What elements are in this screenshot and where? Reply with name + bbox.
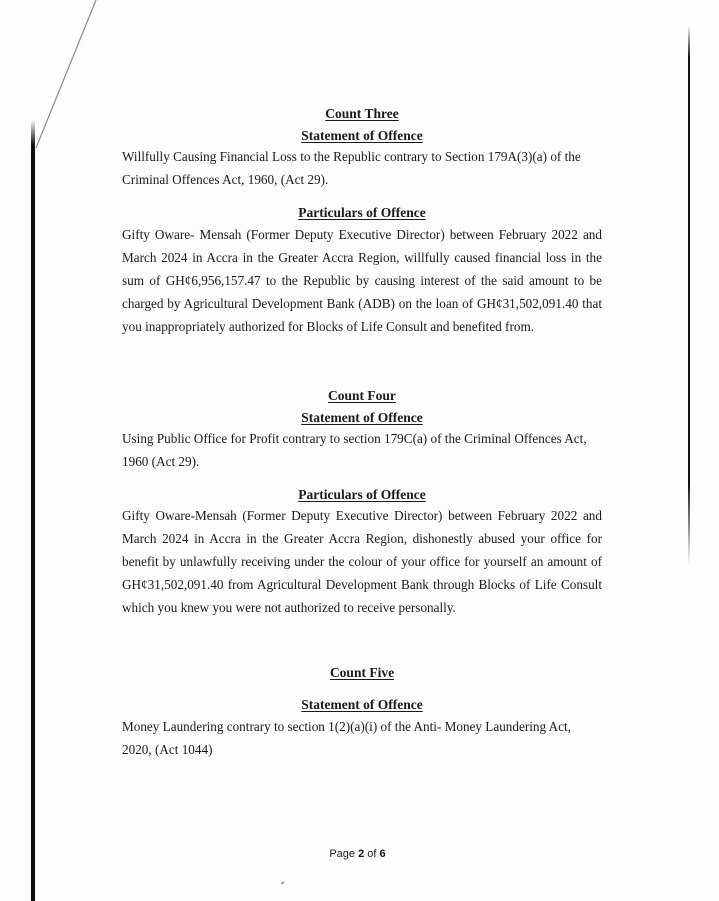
count-four-particulars-heading: Particulars of Offence [298, 487, 426, 502]
scan-edge-left-fade [31, 120, 35, 145]
count-three-statement-text: Willfully Causing Financial Loss to the Republic contrary to Section 179A(3)(a) of the Criminal Offences Act, 1960, (Act 29). [122, 149, 581, 187]
total-pages: 6 [379, 848, 386, 860]
count-three-particulars-text: Gifty Oware- Mensah (Former Deputy Executive Director) between February 2022 and March 2024 in Accra in the Greater Accra Region, willfully caused financial loss in the sum of GH¢6,956,157.47 to the Republic by causing interest of the said amount to be charged by Agricultural Development Bank (ADB) on the loan of GH¢31,502,091.40 that you inappropriately authorized for Blocks of Life Consult and benefited from. [122, 227, 602, 334]
of-label: of [367, 848, 377, 860]
current-page: 2 [358, 848, 365, 860]
count-four-particulars-text: Gifty Oware-Mensah (Former Deputy Executive Director) between February 2022 and March 2024 in Accra in the Greater Accra Region, dishonestly abused your office for benefit by unlawfully receiving under the colour of your office for yourself an amount of GH¢31,502,091.40 from Agricultural Development Bank through Blocks of Life Consult which you knew you were not authorized to receive personally. [122, 508, 602, 615]
count-five-statement-heading: Statement of Offence [301, 697, 423, 712]
scan-speck [281, 881, 284, 884]
scan-edge-right [688, 25, 690, 565]
scan-edge-left [31, 145, 35, 901]
count-three-statement-heading: Statement of Offence [301, 128, 423, 143]
count-three-title: Count Three [325, 106, 399, 121]
count-three-particulars-heading: Particulars of Offence [298, 205, 426, 220]
count-four-statement-text: Using Public Office for Profit contrary to section 179C(a) of the Criminal Offences Act, 1960 (Act 29). [122, 431, 587, 469]
count-four-statement-heading: Statement of Offence [301, 410, 423, 425]
count-four-title: Count Four [328, 388, 396, 403]
page-label: Page [329, 848, 356, 860]
count-five-title: Count Five [329, 665, 395, 680]
page-number [0, 848, 715, 860]
count-five-statement-text: Money Laundering contrary to section 1(2)(a)(i) of the Anti- Money Laundering Act, 2020, (Act 1044) [122, 719, 571, 757]
scan-edge-diagonal [0, 0, 120, 160]
